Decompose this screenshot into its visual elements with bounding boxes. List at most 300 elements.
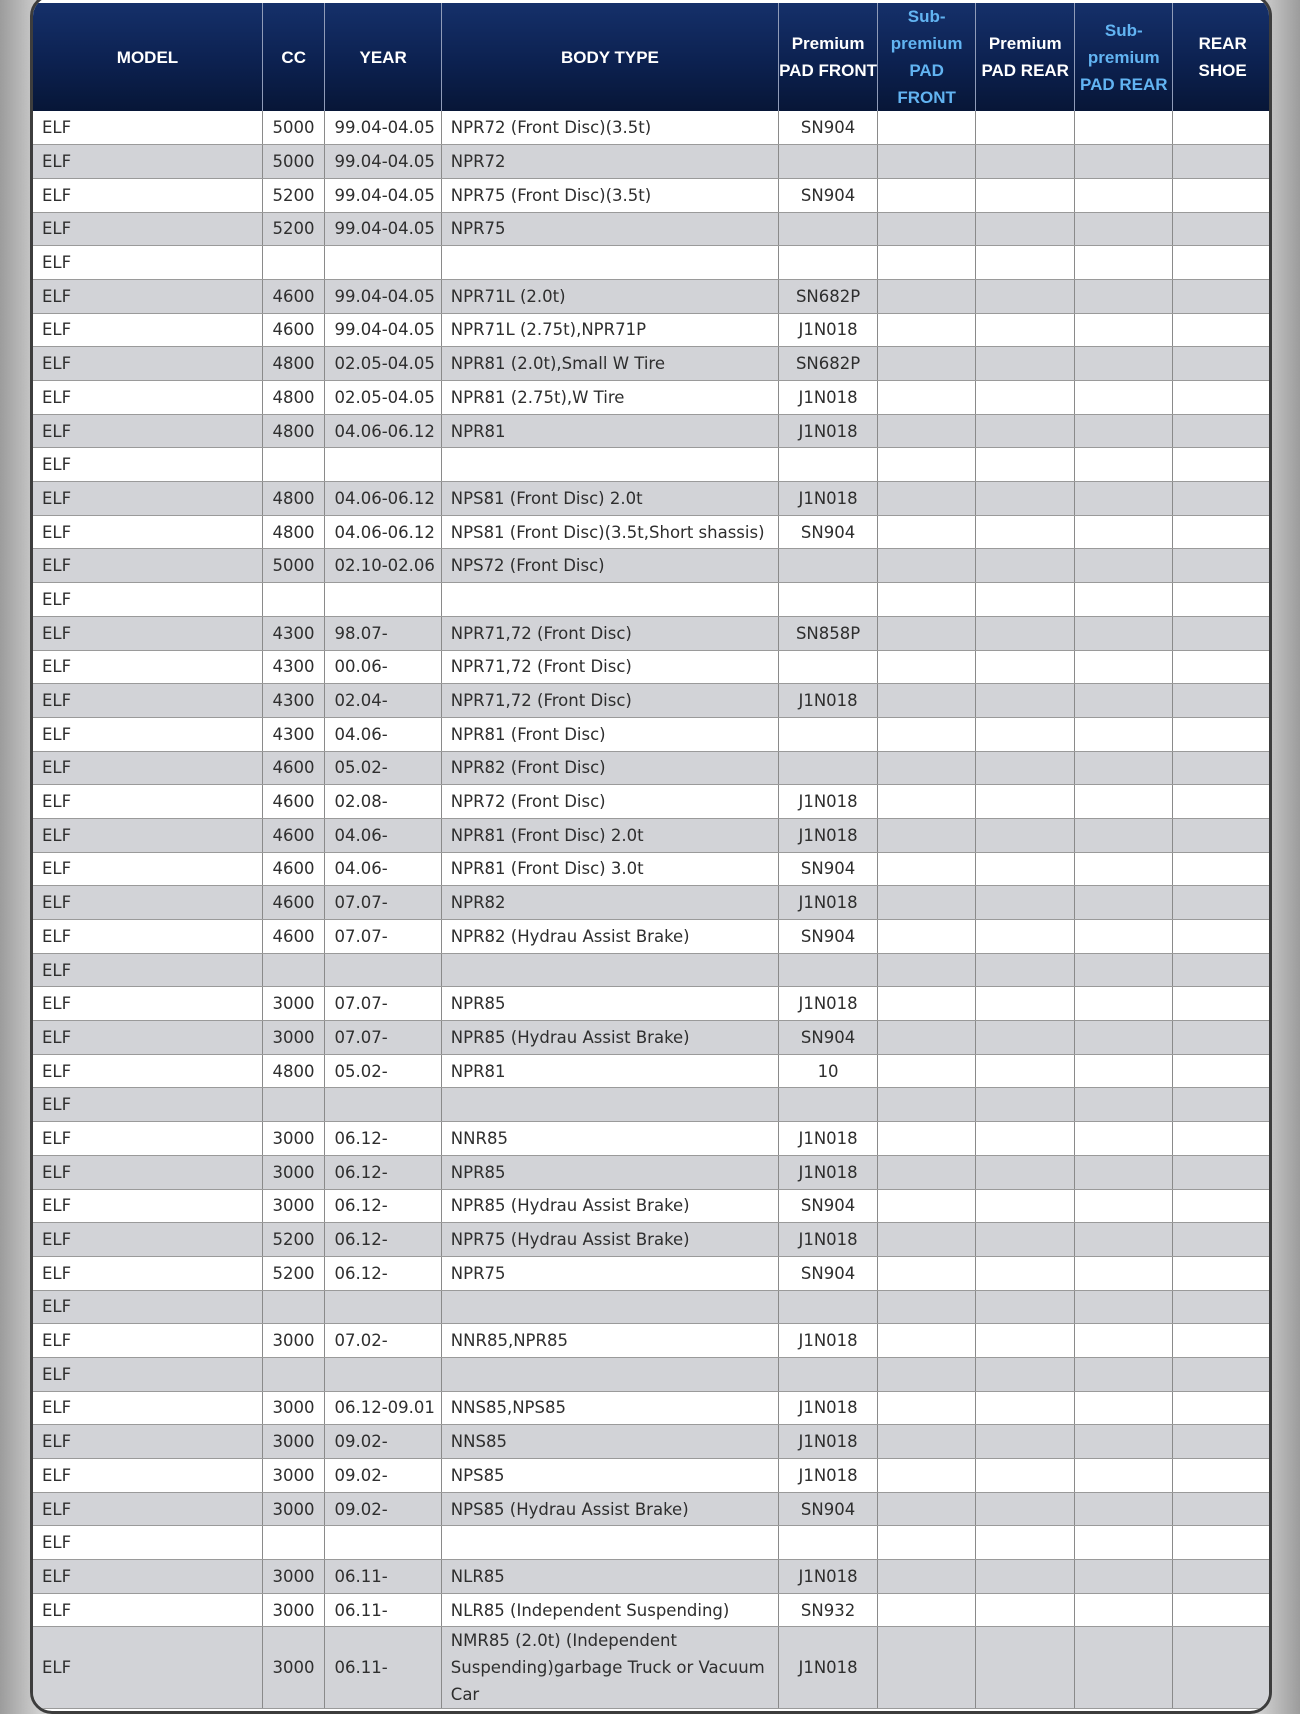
cell-year: 04.06-06.12 xyxy=(325,482,441,516)
cell-cc: 4800 xyxy=(262,414,324,448)
cell-sub-premium-pad-front xyxy=(878,279,976,313)
cell-body-type: NPR75 xyxy=(441,1256,778,1290)
table-row xyxy=(33,313,1272,347)
table-row xyxy=(33,1627,1272,1709)
cell-rear-shoe xyxy=(1173,1560,1272,1594)
cell-rear-shoe xyxy=(1173,347,1272,381)
cell-premium-pad-rear xyxy=(976,381,1075,415)
header-line: PAD REAR xyxy=(981,61,1069,80)
cell-sub-premium-pad-rear xyxy=(1075,1459,1173,1493)
cell-cc xyxy=(262,953,324,987)
cell-rear-shoe xyxy=(1173,1425,1272,1459)
cell-premium-pad-front xyxy=(779,1357,878,1391)
cell-model: ELF xyxy=(33,1256,262,1290)
cell-premium-pad-front: J1N018 xyxy=(779,1324,878,1358)
cell-premium-pad-rear xyxy=(976,1021,1075,1055)
cell-sub-premium-pad-rear xyxy=(1075,279,1173,313)
cell-rear-shoe xyxy=(1173,953,1272,987)
cell-sub-premium-pad-rear xyxy=(1075,1088,1173,1122)
cell-premium-pad-rear xyxy=(976,1223,1075,1257)
cell-sub-premium-pad-front xyxy=(878,650,976,684)
cell-year xyxy=(325,583,441,617)
cell-sub-premium-pad-front xyxy=(878,987,976,1021)
cell-year: 02.05-04.05 xyxy=(325,381,441,415)
cell-rear-shoe xyxy=(1173,616,1272,650)
cell-cc: 4300 xyxy=(262,717,324,751)
cell-body-type: NNS85 xyxy=(441,1425,778,1459)
cell-rear-shoe xyxy=(1173,1526,1272,1560)
cell-premium-pad-rear xyxy=(976,347,1075,381)
cell-sub-premium-pad-front xyxy=(878,1357,976,1391)
cell-premium-pad-front: SN904 xyxy=(779,1256,878,1290)
cell-premium-pad-front: 10 xyxy=(779,1054,878,1088)
cell-body-type: NPS81 (Front Disc) 2.0t xyxy=(441,482,778,516)
cell-model: ELF xyxy=(33,1223,262,1257)
cell-body-type: NPR71,72 (Front Disc) xyxy=(441,616,778,650)
cell-sub-premium-pad-front xyxy=(878,482,976,516)
cell-premium-pad-rear xyxy=(976,1155,1075,1189)
cell-cc: 3000 xyxy=(262,1324,324,1358)
cell-year: 04.06-06.12 xyxy=(325,515,441,549)
cell-premium-pad-front: J1N018 xyxy=(779,482,878,516)
cell-sub-premium-pad-front xyxy=(878,1627,976,1709)
cell-sub-premium-pad-front xyxy=(878,246,976,280)
cell-premium-pad-front: SN682P xyxy=(779,279,878,313)
cell-model: ELF xyxy=(33,1324,262,1358)
cell-premium-pad-rear xyxy=(976,1189,1075,1223)
cell-year: 99.04-04.05 xyxy=(325,279,441,313)
cell-year: 05.02- xyxy=(325,751,441,785)
cell-model: ELF xyxy=(33,381,262,415)
cell-sub-premium-pad-front xyxy=(878,785,976,819)
cell-cc: 4600 xyxy=(262,920,324,954)
cell-sub-premium-pad-rear xyxy=(1075,920,1173,954)
table-row xyxy=(33,886,1272,920)
cell-sub-premium-pad-front xyxy=(878,717,976,751)
cell-body-type: NPS72 (Front Disc) xyxy=(441,549,778,583)
cell-sub-premium-pad-rear xyxy=(1075,1627,1173,1709)
catalog-frame xyxy=(30,0,1272,1714)
cell-rear-shoe xyxy=(1173,212,1272,246)
cell-sub-premium-pad-rear xyxy=(1075,1526,1173,1560)
cell-rear-shoe xyxy=(1173,246,1272,280)
cell-sub-premium-pad-front xyxy=(878,1256,976,1290)
table-row xyxy=(33,1357,1272,1391)
table-row xyxy=(33,1560,1272,1594)
cell-premium-pad-rear xyxy=(976,818,1075,852)
brake-parts-table xyxy=(33,3,1272,1709)
cell-cc: 4800 xyxy=(262,347,324,381)
cell-body-type: NPR81 (Front Disc) xyxy=(441,717,778,751)
cell-rear-shoe xyxy=(1173,111,1272,145)
cell-year: 99.04-04.05 xyxy=(325,111,441,145)
cell-premium-pad-front: J1N018 xyxy=(779,1122,878,1156)
table-row xyxy=(33,549,1272,583)
cell-year: 04.06- xyxy=(325,852,441,886)
cell-sub-premium-pad-rear xyxy=(1075,1155,1173,1189)
cell-model: ELF xyxy=(33,818,262,852)
header-line: Premium xyxy=(988,34,1062,53)
cell-model: ELF xyxy=(33,1425,262,1459)
cell-body-type: NPR75 xyxy=(441,212,778,246)
cell-year: 00.06- xyxy=(325,650,441,684)
table-row xyxy=(33,246,1272,280)
table-row xyxy=(33,1290,1272,1324)
cell-sub-premium-pad-rear xyxy=(1075,1021,1173,1055)
cell-body-type: NNR85 xyxy=(441,1122,778,1156)
cell-year xyxy=(325,448,441,482)
cell-sub-premium-pad-front xyxy=(878,1526,976,1560)
cell-model: ELF xyxy=(33,1492,262,1526)
cell-sub-premium-pad-front xyxy=(878,1560,976,1594)
table-row xyxy=(33,1021,1272,1055)
cell-body-type: NPR81 (2.75t),W Tire xyxy=(441,381,778,415)
cell-sub-premium-pad-rear xyxy=(1075,549,1173,583)
cell-model: ELF xyxy=(33,515,262,549)
cell-premium-pad-rear xyxy=(976,1324,1075,1358)
cell-sub-premium-pad-rear xyxy=(1075,1290,1173,1324)
cell-premium-pad-front xyxy=(779,1290,878,1324)
cell-rear-shoe xyxy=(1173,920,1272,954)
cell-sub-premium-pad-front xyxy=(878,549,976,583)
cell-cc xyxy=(262,1088,324,1122)
cell-model: ELF xyxy=(33,111,262,145)
cell-model: ELF xyxy=(33,246,262,280)
cell-rear-shoe xyxy=(1173,1290,1272,1324)
cell-premium-pad-front: SN904 xyxy=(779,515,878,549)
cell-premium-pad-rear xyxy=(976,886,1075,920)
table-row xyxy=(33,381,1272,415)
cell-premium-pad-rear xyxy=(976,1425,1075,1459)
cell-body-type: NPR81 (2.0t),Small W Tire xyxy=(441,347,778,381)
cell-rear-shoe xyxy=(1173,448,1272,482)
cell-model: ELF xyxy=(33,1290,262,1324)
cell-cc: 3000 xyxy=(262,987,324,1021)
cell-rear-shoe xyxy=(1173,1155,1272,1189)
cell-year: 04.06- xyxy=(325,717,441,751)
cell-model: ELF xyxy=(33,549,262,583)
cell-rear-shoe xyxy=(1173,1088,1272,1122)
cell-sub-premium-pad-rear xyxy=(1075,482,1173,516)
cell-premium-pad-front xyxy=(779,212,878,246)
cell-rear-shoe xyxy=(1173,987,1272,1021)
cell-cc xyxy=(262,1290,324,1324)
cell-cc xyxy=(262,583,324,617)
cell-premium-pad-rear xyxy=(976,1357,1075,1391)
table-row xyxy=(33,987,1272,1021)
cell-model: ELF xyxy=(33,1593,262,1627)
cell-sub-premium-pad-front xyxy=(878,1593,976,1627)
cell-sub-premium-pad-front xyxy=(878,1122,976,1156)
cell-rear-shoe xyxy=(1173,1021,1272,1055)
cell-year: 99.04-04.05 xyxy=(325,212,441,246)
cell-rear-shoe xyxy=(1173,1054,1272,1088)
cell-sub-premium-pad-rear xyxy=(1075,785,1173,819)
cell-sub-premium-pad-rear xyxy=(1075,684,1173,718)
cell-premium-pad-front: J1N018 xyxy=(779,818,878,852)
table-row xyxy=(33,1391,1272,1425)
cell-model: ELF xyxy=(33,347,262,381)
cell-rear-shoe xyxy=(1173,381,1272,415)
cell-body-type: NPR85 xyxy=(441,987,778,1021)
cell-year: 06.12- xyxy=(325,1223,441,1257)
cell-model: ELF xyxy=(33,1189,262,1223)
cell-premium-pad-rear xyxy=(976,1256,1075,1290)
cell-body-type: NLR85 xyxy=(441,1560,778,1594)
cell-premium-pad-front: J1N018 xyxy=(779,1627,878,1709)
cell-year xyxy=(325,1088,441,1122)
header-line: Premium xyxy=(791,34,865,53)
cell-body-type: NPR82 (Front Disc) xyxy=(441,751,778,785)
cell-premium-pad-front xyxy=(779,549,878,583)
cell-sub-premium-pad-front xyxy=(878,1054,976,1088)
table-row xyxy=(33,1122,1272,1156)
cell-cc: 4600 xyxy=(262,818,324,852)
cell-cc: 3000 xyxy=(262,1122,324,1156)
cell-sub-premium-pad-rear xyxy=(1075,111,1173,145)
cell-model: ELF xyxy=(33,852,262,886)
cell-rear-shoe xyxy=(1173,482,1272,516)
cell-body-type: NPR82 xyxy=(441,886,778,920)
cell-premium-pad-rear xyxy=(976,1122,1075,1156)
table-row xyxy=(33,785,1272,819)
cell-premium-pad-rear xyxy=(976,1054,1075,1088)
cell-premium-pad-front: J1N018 xyxy=(779,313,878,347)
table-body xyxy=(33,111,1272,1709)
cell-cc: 4300 xyxy=(262,650,324,684)
table-row xyxy=(33,1492,1272,1526)
cell-premium-pad-rear xyxy=(976,246,1075,280)
cell-body-type: NPR71,72 (Front Disc) xyxy=(441,650,778,684)
cell-sub-premium-pad-front xyxy=(878,111,976,145)
cell-body-type: NPS85 xyxy=(441,1459,778,1493)
cell-sub-premium-pad-front xyxy=(878,920,976,954)
cell-cc: 3000 xyxy=(262,1189,324,1223)
cell-year: 07.07- xyxy=(325,1021,441,1055)
cell-model: ELF xyxy=(33,1021,262,1055)
header-line: Sub-premium xyxy=(1087,20,1160,67)
table-row xyxy=(33,1088,1272,1122)
cell-year: 05.02- xyxy=(325,1054,441,1088)
cell-cc: 5200 xyxy=(262,1223,324,1257)
cell-premium-pad-rear xyxy=(976,1391,1075,1425)
cell-body-type xyxy=(441,583,778,617)
cell-model: ELF xyxy=(33,448,262,482)
cell-body-type: NPR75 (Front Disc)(3.5t) xyxy=(441,178,778,212)
cell-sub-premium-pad-rear xyxy=(1075,1324,1173,1358)
cell-year: 07.02- xyxy=(325,1324,441,1358)
table-row xyxy=(33,1189,1272,1223)
cell-sub-premium-pad-rear xyxy=(1075,1223,1173,1257)
header-model: MODEL xyxy=(33,3,262,111)
table-row xyxy=(33,414,1272,448)
cell-rear-shoe xyxy=(1173,145,1272,179)
cell-sub-premium-pad-rear xyxy=(1075,1391,1173,1425)
cell-sub-premium-pad-front xyxy=(878,751,976,785)
cell-body-type xyxy=(441,953,778,987)
cell-body-type xyxy=(441,1290,778,1324)
cell-sub-premium-pad-rear xyxy=(1075,852,1173,886)
cell-body-type xyxy=(441,1357,778,1391)
cell-premium-pad-rear xyxy=(976,111,1075,145)
cell-cc: 3000 xyxy=(262,1021,324,1055)
cell-premium-pad-front: J1N018 xyxy=(779,1155,878,1189)
cell-sub-premium-pad-front xyxy=(878,1425,976,1459)
cell-year: 07.07- xyxy=(325,987,441,1021)
cell-cc: 3000 xyxy=(262,1425,324,1459)
cell-rear-shoe xyxy=(1173,1627,1272,1709)
cell-rear-shoe xyxy=(1173,1357,1272,1391)
cell-sub-premium-pad-front xyxy=(878,953,976,987)
cell-model: ELF xyxy=(33,1122,262,1156)
cell-cc: 4600 xyxy=(262,279,324,313)
cell-sub-premium-pad-front xyxy=(878,313,976,347)
table-row xyxy=(33,920,1272,954)
cell-sub-premium-pad-front xyxy=(878,1088,976,1122)
cell-model: ELF xyxy=(33,279,262,313)
cell-model: ELF xyxy=(33,145,262,179)
cell-cc: 4800 xyxy=(262,381,324,415)
cell-cc: 4300 xyxy=(262,684,324,718)
cell-sub-premium-pad-front xyxy=(878,347,976,381)
cell-sub-premium-pad-front xyxy=(878,1391,976,1425)
cell-sub-premium-pad-front xyxy=(878,1290,976,1324)
cell-body-type: NPS85 (Hydrau Assist Brake) xyxy=(441,1492,778,1526)
header-rear-shoe xyxy=(1173,3,1272,111)
cell-sub-premium-pad-front xyxy=(878,886,976,920)
cell-year: 02.10-02.06 xyxy=(325,549,441,583)
cell-rear-shoe xyxy=(1173,1324,1272,1358)
cell-year: 99.04-04.05 xyxy=(325,313,441,347)
table-row xyxy=(33,178,1272,212)
cell-year xyxy=(325,1526,441,1560)
cell-premium-pad-front: J1N018 xyxy=(779,886,878,920)
cell-rear-shoe xyxy=(1173,717,1272,751)
table-row xyxy=(33,515,1272,549)
cell-cc: 3000 xyxy=(262,1492,324,1526)
cell-year xyxy=(325,246,441,280)
cell-body-type: NPR72 (Front Disc)(3.5t) xyxy=(441,111,778,145)
cell-premium-pad-front: J1N018 xyxy=(779,684,878,718)
cell-year: 07.07- xyxy=(325,886,441,920)
cell-body-type: NPR81 xyxy=(441,1054,778,1088)
cell-year: 06.12- xyxy=(325,1256,441,1290)
cell-premium-pad-rear xyxy=(976,616,1075,650)
cell-premium-pad-rear xyxy=(976,1526,1075,1560)
table-row xyxy=(33,852,1272,886)
cell-sub-premium-pad-front xyxy=(878,212,976,246)
cell-sub-premium-pad-front xyxy=(878,616,976,650)
cell-premium-pad-front: J1N018 xyxy=(779,1391,878,1425)
cell-sub-premium-pad-front xyxy=(878,448,976,482)
cell-premium-pad-rear xyxy=(976,145,1075,179)
cell-year: 09.02- xyxy=(325,1425,441,1459)
cell-model: ELF xyxy=(33,886,262,920)
cell-premium-pad-front: J1N018 xyxy=(779,381,878,415)
cell-premium-pad-front: SN932 xyxy=(779,1593,878,1627)
cell-cc: 3000 xyxy=(262,1560,324,1594)
cell-rear-shoe xyxy=(1173,279,1272,313)
cell-body-type: NPR71,72 (Front Disc) xyxy=(441,684,778,718)
cell-year: 06.11- xyxy=(325,1560,441,1594)
cell-sub-premium-pad-rear xyxy=(1075,246,1173,280)
table-row xyxy=(33,650,1272,684)
cell-sub-premium-pad-rear xyxy=(1075,953,1173,987)
cell-premium-pad-front xyxy=(779,1526,878,1560)
cell-cc: 5000 xyxy=(262,145,324,179)
cell-cc: 4600 xyxy=(262,751,324,785)
cell-sub-premium-pad-front xyxy=(878,178,976,212)
cell-cc: 4600 xyxy=(262,313,324,347)
cell-sub-premium-pad-rear xyxy=(1075,751,1173,785)
cell-year: 98.07- xyxy=(325,616,441,650)
table-row xyxy=(33,482,1272,516)
cell-premium-pad-rear xyxy=(976,987,1075,1021)
header-line: PAD FRONT xyxy=(897,61,956,107)
cell-sub-premium-pad-rear xyxy=(1075,1492,1173,1526)
cell-rear-shoe xyxy=(1173,818,1272,852)
cell-rear-shoe xyxy=(1173,1189,1272,1223)
cell-rear-shoe xyxy=(1173,583,1272,617)
table-row xyxy=(33,1593,1272,1627)
cell-premium-pad-rear xyxy=(976,178,1075,212)
cell-premium-pad-rear xyxy=(976,717,1075,751)
cell-premium-pad-rear xyxy=(976,852,1075,886)
cell-cc: 5200 xyxy=(262,1256,324,1290)
cell-body-type: NNS85,NPS85 xyxy=(441,1391,778,1425)
cell-sub-premium-pad-rear xyxy=(1075,1593,1173,1627)
cell-premium-pad-rear xyxy=(976,482,1075,516)
cell-year: 99.04-04.05 xyxy=(325,178,441,212)
cell-body-type: NPR81 xyxy=(441,414,778,448)
cell-model: ELF xyxy=(33,1459,262,1493)
cell-premium-pad-front: SN904 xyxy=(779,178,878,212)
cell-sub-premium-pad-rear xyxy=(1075,347,1173,381)
cell-year xyxy=(325,1290,441,1324)
cell-body-type: NPR85 (Hydrau Assist Brake) xyxy=(441,1021,778,1055)
cell-year: 02.05-04.05 xyxy=(325,347,441,381)
cell-year: 06.12-09.01 xyxy=(325,1391,441,1425)
cell-premium-pad-front: J1N018 xyxy=(779,414,878,448)
cell-year: 02.08- xyxy=(325,785,441,819)
cell-sub-premium-pad-rear xyxy=(1075,987,1173,1021)
cell-premium-pad-rear xyxy=(976,414,1075,448)
cell-body-type xyxy=(441,246,778,280)
table-row xyxy=(33,448,1272,482)
cell-body-type: NMR85 (2.0t) (Independent Suspending)garbage Truck or Vacuum Car xyxy=(441,1627,778,1709)
cell-cc: 3000 xyxy=(262,1459,324,1493)
cell-model: ELF xyxy=(33,650,262,684)
cell-cc: 3000 xyxy=(262,1627,324,1709)
cell-premium-pad-front xyxy=(779,583,878,617)
cell-premium-pad-front xyxy=(779,650,878,684)
cell-sub-premium-pad-front xyxy=(878,1324,976,1358)
table-row xyxy=(33,751,1272,785)
cell-body-type: NLR85 (Independent Suspending) xyxy=(441,1593,778,1627)
cell-cc: 3000 xyxy=(262,1593,324,1627)
cell-premium-pad-front: J1N018 xyxy=(779,785,878,819)
cell-body-type: NPR81 (Front Disc) 3.0t xyxy=(441,852,778,886)
cell-body-type: NNR85,NPR85 xyxy=(441,1324,778,1358)
cell-model: ELF xyxy=(33,1526,262,1560)
header-premium-pad-front xyxy=(779,3,878,111)
cell-premium-pad-rear xyxy=(976,1088,1075,1122)
cell-year: 06.11- xyxy=(325,1627,441,1709)
cell-model: ELF xyxy=(33,717,262,751)
cell-premium-pad-front: J1N018 xyxy=(779,1459,878,1493)
cell-year xyxy=(325,953,441,987)
cell-body-type: NPR71L (2.0t) xyxy=(441,279,778,313)
